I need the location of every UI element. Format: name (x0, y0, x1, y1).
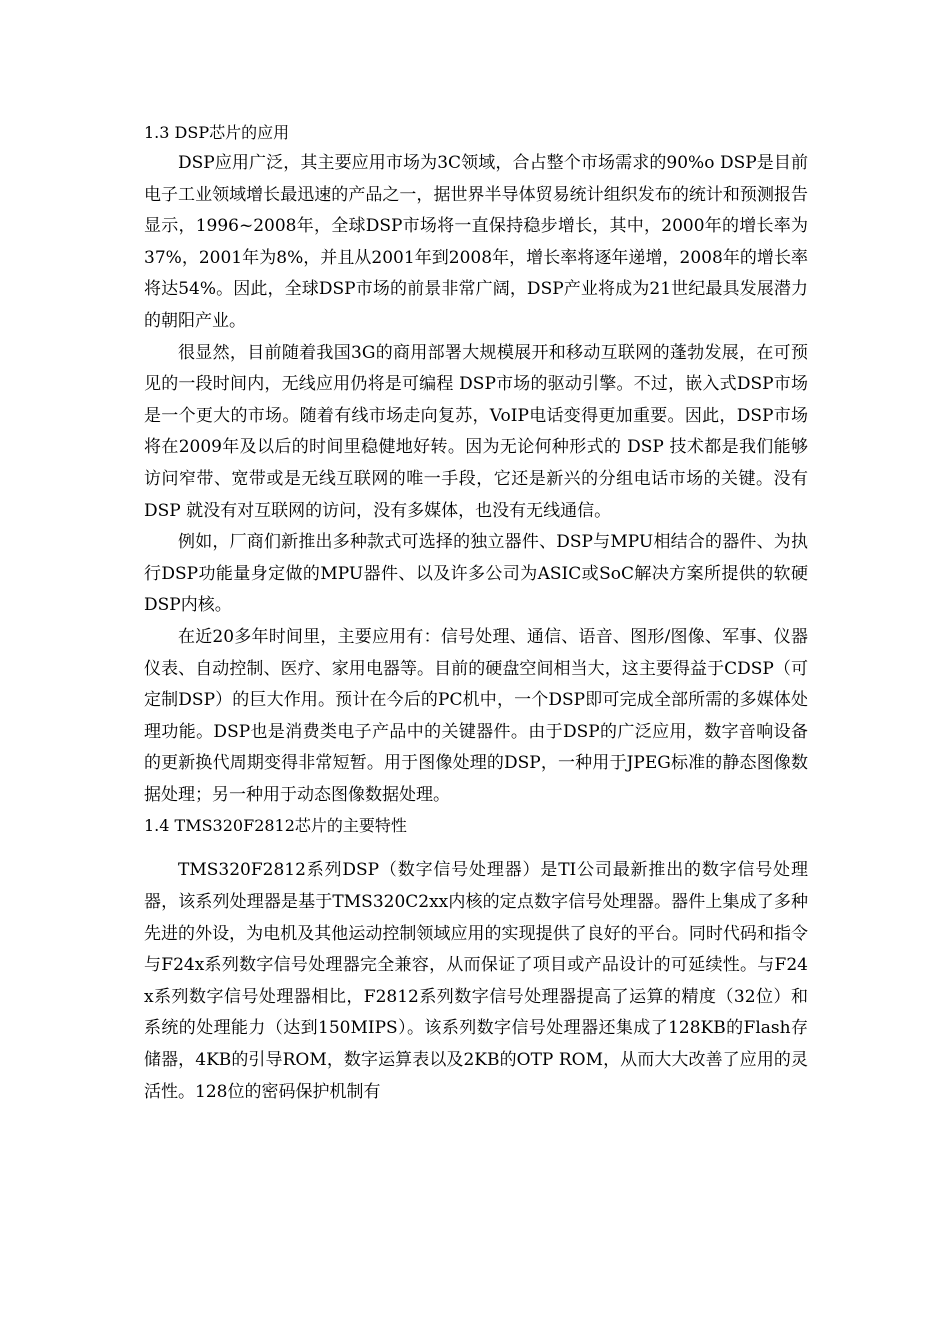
paragraph-wireless-outlook: 很显然，目前随着我国3G的商用部署大规模展开和移动互联网的蓬勃发展，在可预见的一段时间内，无线应用仍将是可编程 DSP市场的驱动引擎。不过，嵌入式DSP市场是一个更大的市场。随着有线市场走向复苏，VoIP电话变得更加重要。因此，DSP市场将在2009年及以后的时间里稳健地好转。因为无论何种形式的 DSP 技术都是我们能够访问窄带、宽带或是无线互联网的唯一手段，它还是新兴的分组电话市场的关键。没有 DSP 就没有对互联网的访问，没有多媒体，也没有无线通信。 (144, 342, 808, 521)
paragraph-tms320f2812-features: TMS320F2812系列DSP（数字信号处理器）是TI公司最新推出的数字信号处理器，该系列处理器是基于TMS320C2xx内核的定点数字信号处理器。器件上集成了多种先进的外设，为电机及其他运动控制领域应用的实现提供了良好的平台。同时代码和指令与F24x系列数字信号处理器完全兼容，从而保证了项目或产品设计的可延续性。与F24x系列数字信号处理器相比，F2812系列数字信号处理器提高了运算的精度（32位）和系统的处理能力（达到150MIPS）。该系列数字信号处理器还集成了128KB的Flash存储器，4KB的引导ROM，数字运算表以及2KB的OTP ROM，从而大大改善了应用的灵活性。128位的密码保护机制有 (144, 860, 808, 1102)
section-heading-1-4: 1.4 TMS320F2812芯片的主要特性 (144, 816, 407, 836)
section-heading-1-3: 1.3 DSP芯片的应用 (144, 123, 290, 142)
section-spacer (144, 841, 808, 855)
document-page (144, 118, 808, 1108)
paragraph-dsp-market: DSP应用广泛，其主要应用市场为3C领域，合占整个市场需求的90%o DSP是目前电子工业领域增长最迅速的产品之一，据世界半导体贸易统计组织发布的统计和预测报告显示，1996~2008年，全球DSP市场将一直保持稳步增长，其中，2000年的增长率为37%，2001年为8%，并且从2001年到2008年，增长率将逐年递增，2008年的增长率将达54%。因此，全球DSP市场的前景非常广阔，DSP产业将成为21世纪最具发展潜力的朝阳产业。 (144, 153, 808, 331)
paragraph-applications: 在近20多年时间里，主要应用有：信号处理、通信、语音、图形/图像、军事、仪器仪表、自动控制、医疗、家用电器等。目前的硬盘空间相当大，这主要得益于CDSP（可定制DSP）的巨大作用。预计在今后的PC机中，一个DSP即可完成全部所需的多媒体处理功能。DSP也是消费类电子产品中的关键器件。由于DSP的广泛应用，数字音响设备的更新换代周期变得非常短暂。用于图像处理的DSP，一种用于JPEG标准的静态图像数据处理；另一种用于动态图像数据处理。 (144, 626, 808, 805)
paragraph-vendor-products: 例如，厂商们新推出多种款式可选择的独立器件、DSP与MPU相结合的器件、为执行DSP功能量身定做的MPU器件、以及许多公司为ASIC或SoC解决方案所提供的软硬DSP内核。 (144, 532, 808, 616)
